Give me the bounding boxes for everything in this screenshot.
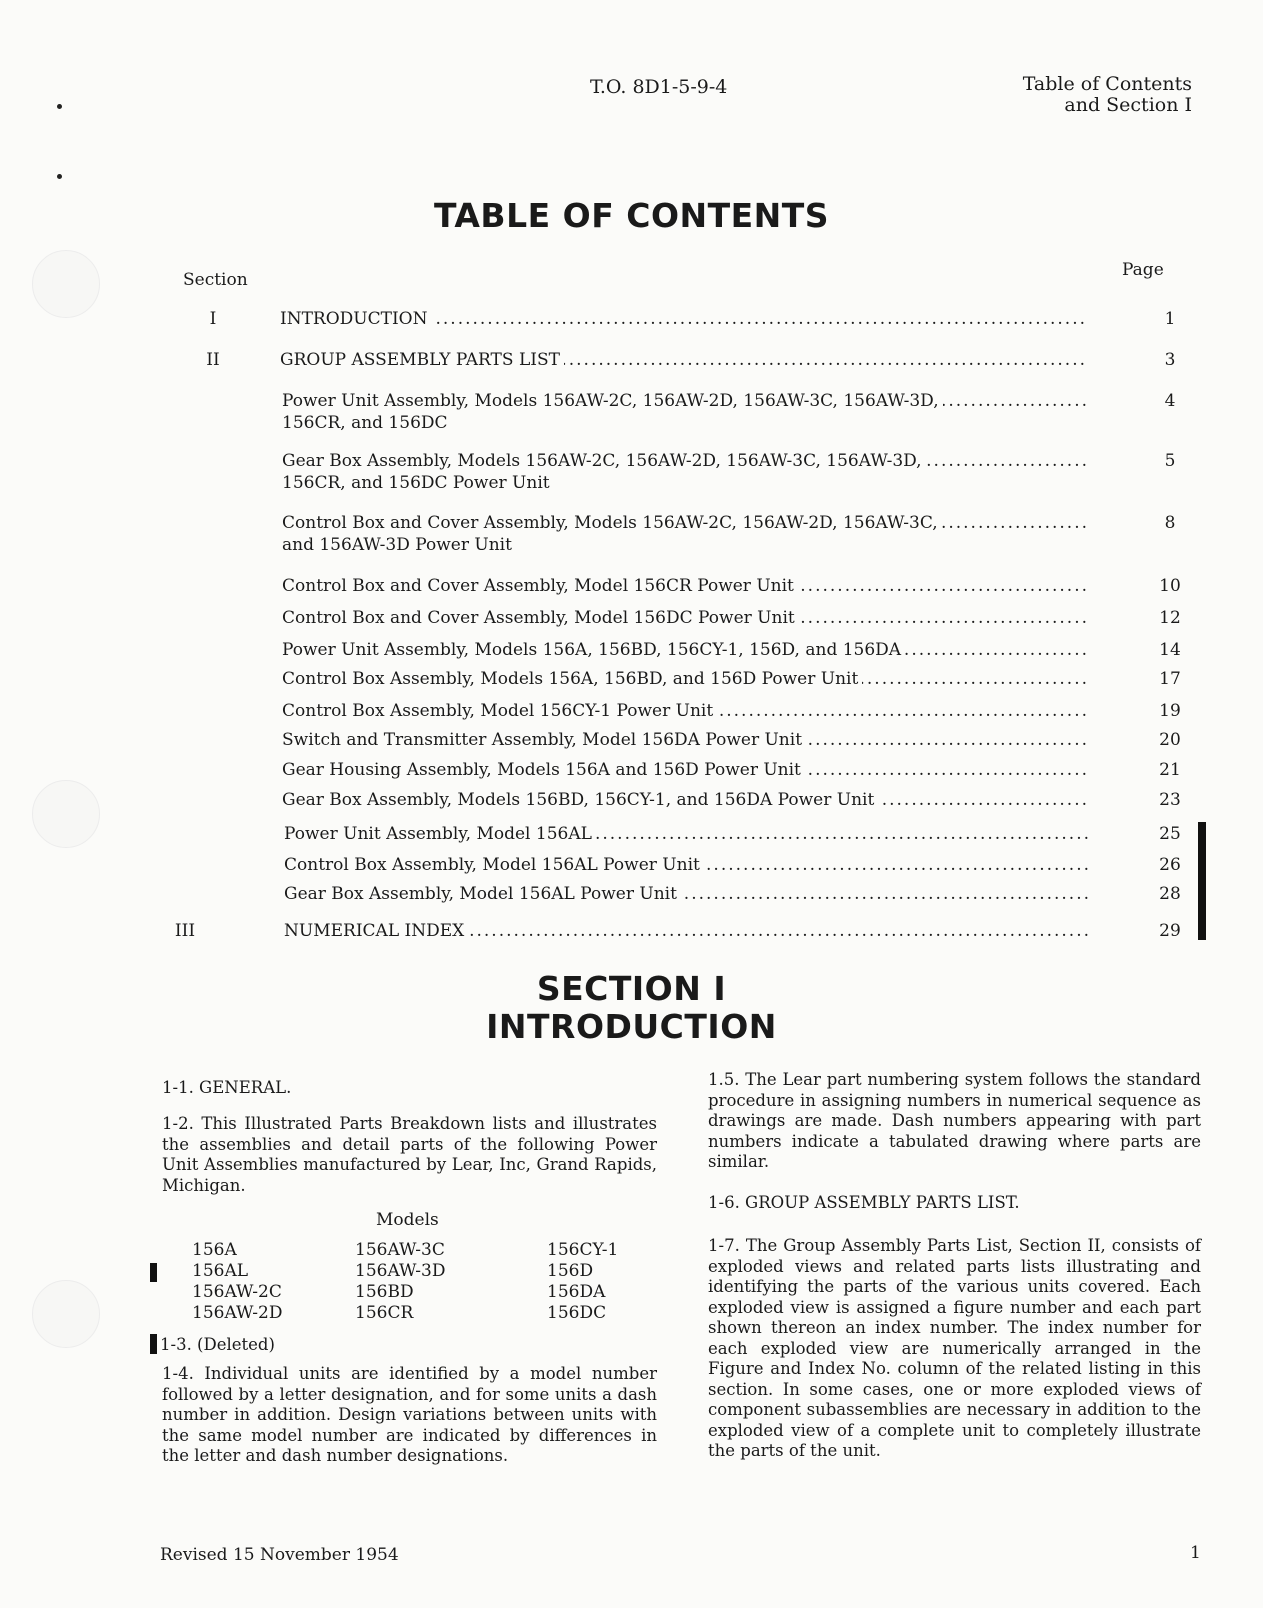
para-1-3: 1-3. (Deleted) — [160, 1335, 275, 1354]
punch-hole — [32, 780, 100, 848]
change-bar — [150, 1263, 157, 1282]
model-cell: 156D — [547, 1261, 594, 1281]
section-title-line2: INTRODUCTION — [486, 1007, 777, 1046]
toc-row-page: 10 — [1159, 576, 1181, 596]
models-row — [192, 1303, 652, 1324]
toc-row-title: Control Box and Cover Assembly, Models 156AW-2C, 156AW-2D, 156AW-3C, ..... — [282, 513, 1090, 533]
toc-row-title: GROUP ASSEMBLY PARTS LIST ..... — [280, 350, 1088, 370]
para-1-5: 1.5. The Lear part numbering system follows the standard procedure in assigning numbers in numerical sequence as drawings are made. Dash numbers appearing with part numbers indicate a tabulated drawing where parts are similar. — [708, 1070, 1201, 1171]
toc-row-title: Control Box and Cover Assembly, Model 156DC Power Unit ..... — [282, 608, 1090, 628]
toc-row-title: Gear Box Assembly, Models 156BD, 156CY-1, and 156DA Power Unit ..... — [282, 790, 1090, 810]
toc-row-title: Power Unit Assembly, Models 156AW-2C, 156AW-2D, 156AW-3C, 156AW-3D, ..... — [282, 391, 1090, 411]
toc-row-title-cont: 156CR, and 156DC — [282, 413, 448, 433]
model-cell: 156CY-1 — [547, 1240, 619, 1260]
toc-row-title: Control Box and Cover Assembly, Model 156CR Power Unit ..... — [282, 576, 1090, 596]
toc-row-title: Gear Housing Assembly, Models 156A and 156D Power Unit ..... — [282, 760, 1090, 780]
toc-row-page: 4 — [1164, 391, 1176, 411]
toc-row-title: Switch and Transmitter Assembly, Model 156DA Power Unit ..... — [282, 730, 1090, 750]
toc-row-title: INTRODUCTION ..... — [280, 309, 1088, 329]
toc-row-page: 17 — [1159, 669, 1181, 689]
para-1-7: 1-7. The Group Assembly Parts List, Section II, consists of exploded views and related parts lists illustrating and identifying the parts of the various units covered. Each exploded view is assigned a figure number and each part shown thereon an index number. The index number for each exploded view are numerically arranged in the Figure and Index No. column of the related listing in this section. In some cases, one or more exploded views of component subassemblies are necessary in addition to the exploded view of a complete unit to completely illustrate the parts of the unit. — [708, 1236, 1201, 1460]
toc-row-title: Control Box Assembly, Model 156AL Power Unit ..... — [284, 855, 1092, 875]
punch-hole — [32, 1280, 100, 1348]
toc-page-label: Page — [1122, 260, 1164, 280]
models-row — [192, 1240, 652, 1261]
toc-row-title: NUMERICAL INDEX ..... — [284, 921, 1092, 941]
toc-row-title-cont: 156CR, and 156DC Power Unit — [282, 473, 550, 493]
para-1-6: 1-6. GROUP ASSEMBLY PARTS LIST. — [708, 1193, 1020, 1212]
toc-row-title: Control Box Assembly, Model 156CY-1 Power Unit ..... — [282, 701, 1090, 721]
section-title — [0, 970, 1263, 1046]
toc-row-title: Control Box Assembly, Models 156A, 156BD, and 156D Power Unit ..... — [282, 669, 1090, 689]
toc-row-page: 8 — [1164, 513, 1176, 533]
model-cell: 156AW-3D — [355, 1261, 446, 1281]
revision-date: Revised 15 November 1954 — [160, 1545, 399, 1565]
para-1-1: 1-1. GENERAL. — [162, 1078, 292, 1097]
header-right-line2: and Section I — [1064, 94, 1192, 116]
model-cell: 156CR — [355, 1303, 414, 1323]
model-cell: 156AL — [192, 1261, 249, 1281]
toc-row-page: 5 — [1164, 451, 1176, 471]
toc-row-page: 28 — [1159, 884, 1181, 904]
toc-row-page: 3 — [1164, 350, 1176, 370]
models-row — [192, 1282, 652, 1303]
model-cell: 156DC — [547, 1303, 607, 1323]
toc-row-number: II — [206, 350, 220, 370]
models-label: Models — [376, 1210, 439, 1230]
toc-title: TABLE OF CONTENTS — [433, 196, 830, 235]
models-row — [192, 1261, 652, 1282]
model-cell: 156A — [192, 1240, 237, 1260]
toc-row-page: 20 — [1159, 730, 1181, 750]
models-table — [192, 1240, 652, 1324]
toc-row-page: 23 — [1159, 790, 1181, 810]
change-bar — [150, 1334, 157, 1354]
toc-row-title: Power Unit Assembly, Models 156A, 156BD, 156CY-1, 156D, and 156DA ..... — [282, 640, 1090, 660]
toc-row-title-cont: and 156AW-3D Power Unit — [282, 535, 512, 555]
toc-row-page: 19 — [1159, 701, 1181, 721]
header-right — [892, 74, 1192, 116]
toc-row-page: 1 — [1164, 309, 1176, 329]
doc-number: T.O. 8D1-5-9-4 — [590, 76, 728, 98]
toc-row-page: 29 — [1159, 921, 1181, 941]
toc-row-page: 14 — [1159, 640, 1181, 660]
page-number: 1 — [1190, 1543, 1201, 1563]
punch-hole — [32, 250, 100, 318]
toc-row-page: 25 — [1159, 824, 1181, 844]
section-title-line1: SECTION I — [536, 969, 727, 1008]
change-bar — [1198, 822, 1206, 940]
toc-row-page: 21 — [1159, 760, 1181, 780]
binder-dot — [57, 104, 62, 109]
model-cell: 156DA — [547, 1282, 606, 1302]
model-cell: 156BD — [355, 1282, 414, 1302]
toc-row-title: Gear Box Assembly, Model 156AL Power Unit ..... — [284, 884, 1092, 904]
toc-section-label: Section — [183, 270, 248, 290]
header-right-line1: Table of Contents — [1022, 73, 1192, 95]
para-1-2: 1-2. This Illustrated Parts Breakdown lists and illustrates the assemblies and detail parts of the following Power Unit Assemblies manufactured by Lear, Inc, Grand Rapids, Michigan. — [162, 1114, 657, 1195]
toc-row-title: Gear Box Assembly, Models 156AW-2C, 156AW-2D, 156AW-3C, 156AW-3D, ..... — [282, 451, 1090, 471]
toc-row-number: III — [174, 921, 196, 941]
toc-row-page: 12 — [1159, 608, 1181, 628]
binder-dot — [57, 174, 62, 179]
para-1-4: 1-4. Individual units are identified by a model number followed by a letter designation, and for some units a dash number in addition. Design variations between units with the same model number are indicated by differences in the letter and dash number designations. — [162, 1364, 657, 1465]
model-cell: 156AW-2D — [192, 1303, 283, 1323]
model-cell: 156AW-3C — [355, 1240, 445, 1260]
toc-row-title: Power Unit Assembly, Model 156AL ..... — [284, 824, 1092, 844]
toc-row-number: I — [209, 309, 217, 329]
toc-row-page: 26 — [1159, 855, 1181, 875]
model-cell: 156AW-2C — [192, 1282, 282, 1302]
